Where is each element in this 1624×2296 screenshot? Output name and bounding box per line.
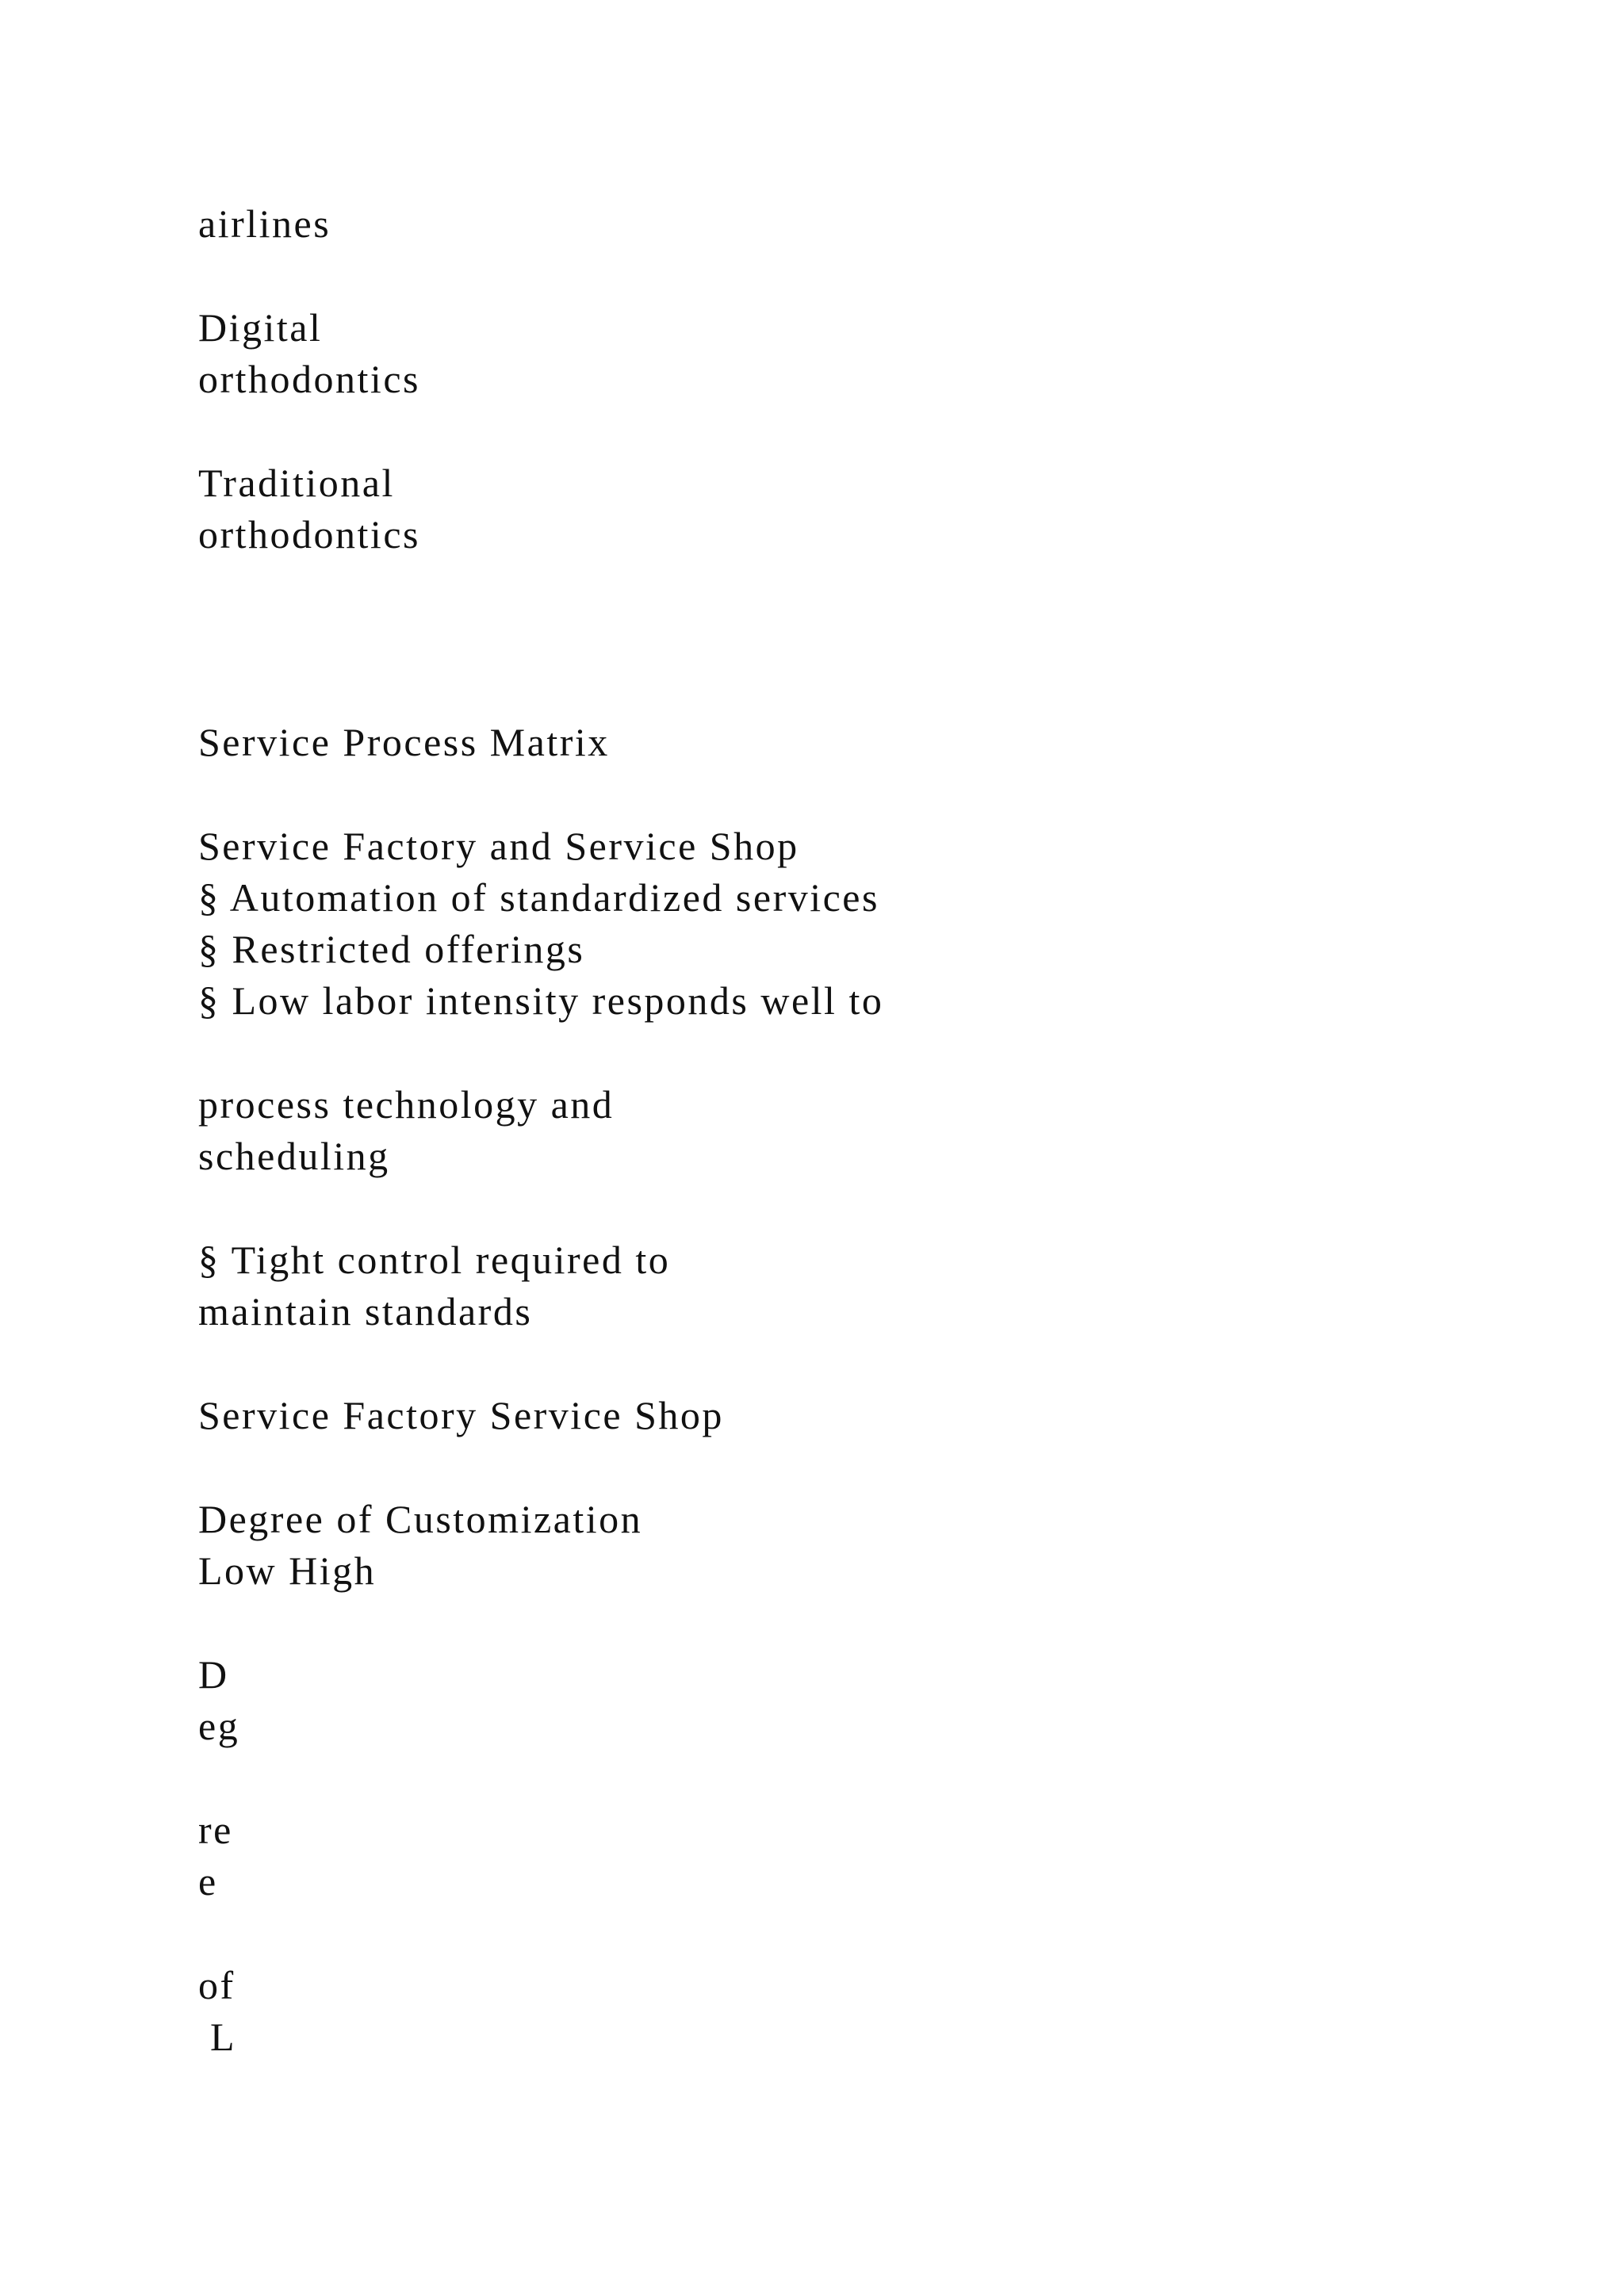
text-line-orthodontics-2: orthodontics xyxy=(198,512,420,557)
bullet-restricted-offerings: § Restricted offerings xyxy=(198,927,585,971)
text-line-factory-and-shop: Service Factory and Service Shop xyxy=(198,824,799,868)
text-line-scheduling: scheduling xyxy=(198,1134,390,1178)
text-line-traditional: Traditional xyxy=(198,461,395,505)
text-line-factory-shop: Service Factory Service Shop xyxy=(198,1393,724,1437)
bullet-tight-control: § Tight control required to xyxy=(198,1238,671,1282)
text-fragment-l: L xyxy=(198,2015,237,2059)
text-line-orthodontics-1: orthodontics xyxy=(198,357,420,401)
bullet-low-labor-intensity: § Low labor intensity responds well to xyxy=(198,978,884,1023)
bullet-automation: § Automation of standardized services xyxy=(198,875,879,920)
text-fragment-re: re xyxy=(198,1808,233,1852)
text-line-maintain-standards: maintain standards xyxy=(198,1289,533,1334)
text-line-low-high: Low High xyxy=(198,1548,377,1593)
text-line-digital: Digital xyxy=(198,305,323,350)
section-heading-service-process-matrix: Service Process Matrix xyxy=(198,720,610,764)
text-fragment-d: D xyxy=(198,1652,229,1697)
text-fragment-e: e xyxy=(198,1859,218,1904)
text-fragment-of: of xyxy=(198,1963,236,2007)
text-fragment-eg: eg xyxy=(198,1704,240,1748)
text-line-process-technology: process technology and xyxy=(198,1082,615,1127)
text-line-airlines: airlines xyxy=(198,201,331,246)
text-line-degree-of-customization: Degree of Customization xyxy=(198,1497,643,1541)
